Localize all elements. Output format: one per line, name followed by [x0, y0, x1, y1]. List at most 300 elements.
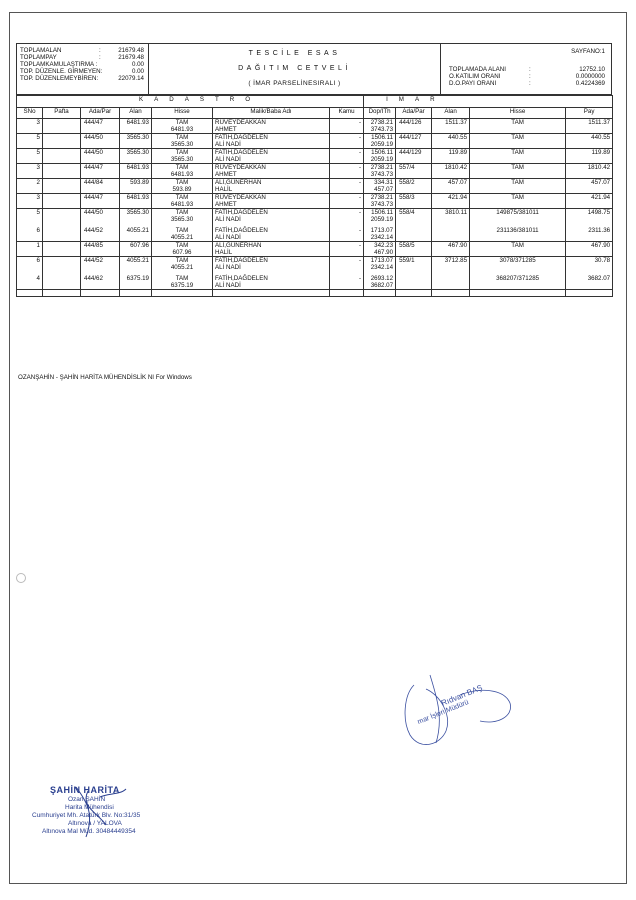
col-imar-alan-header: Alan: [432, 108, 470, 119]
kamu-cell: [330, 119, 364, 134]
kamu-cell: [330, 134, 364, 149]
imar-adapar-value: 559/1: [399, 257, 415, 264]
imar-alan-value: 421.94: [448, 194, 468, 201]
malik-cell-line: RÜVEYDEAKKAN: [215, 164, 266, 171]
kadastro-hisse-cell-line: 6481.93: [170, 171, 194, 178]
kadastro-alan-cell-value: 3565.30: [126, 134, 149, 141]
pay-cell: [566, 134, 613, 149]
pay-value: 1498.75: [587, 209, 611, 216]
kadastro-adapar-cell: [81, 242, 120, 257]
pafta-cell: [43, 242, 81, 257]
kamu-cell-value: -: [359, 134, 362, 141]
sno-cell-value: 3: [36, 164, 40, 171]
imar-alan-value: 1810.42: [444, 164, 468, 171]
empty-cell: [43, 290, 81, 297]
dop-cell-line: 1506.11: [371, 149, 394, 156]
col-kadastro-adapar-header: Ada/Par: [81, 108, 120, 119]
kadastro-adapar-cell-value: 444/85: [84, 242, 103, 249]
summary-value: 0.00: [131, 61, 144, 68]
kadastro-alan-cell-value: 3565.30: [126, 149, 149, 156]
kadastro-hisse-cell-line: 6481.93: [170, 201, 194, 208]
dop-cell-line: 2059.19: [370, 156, 394, 163]
pay-cell: [566, 164, 613, 179]
malik-cell-line: FATİH,DAĞDELEN: [215, 257, 268, 264]
dop-cell-line: 2738.21: [370, 194, 394, 201]
kadastro-hisse-cell-line: 4055.21: [170, 234, 194, 241]
malik-cell-line: AHMET: [215, 171, 237, 178]
malik-cell: [213, 242, 330, 257]
stamp-city: Altınova / YALOVA: [68, 820, 122, 827]
kadastro-adapar-cell-value: 444/47: [84, 194, 103, 201]
summary-colon: :: [99, 47, 101, 54]
imar-adapar-value: 444/129: [399, 149, 422, 156]
imar-hisse-value: TAM: [511, 242, 524, 249]
pafta-cell: [43, 134, 81, 149]
summary-value: 21679.48: [118, 47, 144, 54]
dop-cell-line: 2342.14: [370, 264, 394, 271]
dop-cell-line: 334.31: [374, 179, 394, 186]
stamp-company-name: ŞAHİN HARİTA: [50, 785, 120, 795]
summary-value: 21679.48: [118, 54, 144, 61]
empty-cell: [152, 290, 213, 297]
signature-scribble: [400, 665, 520, 755]
imar-adapar-value: 558/3: [399, 194, 415, 201]
ratio-colon: :: [529, 73, 531, 80]
kadastro-alan-cell: [120, 119, 152, 134]
ratio-label: D.O.PAYI ORANI: [449, 80, 497, 87]
sno-cell-value: 5: [36, 209, 40, 216]
kamu-cell-value: -: [359, 242, 362, 249]
imar-hisse-value: 149875/381011: [496, 209, 539, 216]
summary-label: TOP. DÜZENLEMEYBİREN:: [20, 75, 99, 82]
malik-cell: [213, 164, 330, 179]
imar-alan-cell: [432, 119, 470, 134]
title-dagitim-cetveli: DAĞITIM CETVELİ: [238, 65, 351, 72]
sno-cell-value: 3: [36, 119, 40, 126]
kadastro-hisse-cell-line: TAM: [175, 179, 189, 186]
empty-cell: [566, 290, 613, 297]
sno-cell: [17, 209, 43, 242]
imar-hisse-value: TAM: [511, 134, 524, 141]
kadastro-hisse-cell-line: 4055.21: [170, 264, 194, 271]
stamp-title: Harita Mühendisi: [65, 804, 114, 811]
summary-label: TOP. DÜZENLE. GİRMEYEN:: [20, 68, 103, 75]
imar-hisse-value: 3078/371285: [499, 257, 536, 264]
kadastro-adapar-cell-value: 444/52: [84, 257, 103, 264]
imar-alan-value: 1511.37: [445, 119, 468, 126]
pay-value: 1511.37: [588, 119, 611, 126]
kadastro-hisse-cell-line: TAM: [175, 134, 189, 141]
imar-alan-cell: [432, 209, 470, 242]
malik-cell: [213, 194, 330, 209]
malik-cell-line: RÜVEYDEAKKAN: [215, 194, 266, 201]
kamu-cell-value: -: [359, 227, 362, 234]
imar-adapar-cell: [396, 149, 432, 164]
section-imar: IMAR: [364, 96, 613, 108]
kadastro-hisse-cell-line: TAM: [175, 242, 189, 249]
summary-row: [17, 47, 148, 54]
kadastro-hisse-cell: [152, 149, 213, 164]
empty-cell: [81, 290, 120, 297]
section-kadastro: KADASTRO: [17, 96, 364, 108]
official-signature: [400, 665, 520, 755]
malik-cell-line: AHMET: [215, 201, 237, 208]
dop-cell: [364, 119, 396, 134]
malik-cell-line: ALİ NADİ: [215, 156, 241, 163]
kamu-cell-value: -: [359, 179, 362, 186]
malik-cell-line: ALİ,GÜNERHAN: [215, 242, 262, 249]
kadastro-alan-cell: [120, 209, 152, 242]
dop-cell-line: 2693.12: [370, 275, 394, 282]
malik-cell-line: FATİH,DAĞDELEN: [215, 149, 268, 156]
kamu-cell-value: -: [359, 149, 362, 156]
sno-cell: [17, 119, 43, 134]
kadastro-alan-cell-value: 607.96: [130, 242, 149, 249]
table-row: [17, 194, 613, 209]
kadastro-alan-cell: [120, 242, 152, 257]
dop-cell: [364, 134, 396, 149]
pay-value: 467.90: [591, 242, 611, 249]
kadastro-adapar-cell: [81, 134, 120, 149]
empty-cell: [396, 290, 432, 297]
malik-cell: [213, 179, 330, 194]
imar-hisse-cell: [470, 257, 566, 290]
imar-alan-value: 467.90: [448, 242, 468, 249]
malik-cell-line: FATİH,DAĞDELEN: [215, 227, 268, 234]
empty-cell: [470, 290, 566, 297]
kadastro-adapar-cell-value: 444/50: [84, 209, 103, 216]
kadastro-alan-cell: [120, 257, 152, 290]
ratio-row: [441, 66, 611, 73]
summary-label: TOPLAMALAN: [20, 47, 62, 54]
stamp-address: Cumhuriyet Mh. Atatürk Blv. No:31/35: [32, 812, 141, 819]
malik-cell: [213, 134, 330, 149]
dop-cell-line: 1713.07: [370, 227, 394, 234]
kadastro-hisse-cell: [152, 242, 213, 257]
imar-adapar-cell: [396, 164, 432, 179]
signature-title: mar İşleri Müdürü: [416, 699, 470, 726]
pay-value: 1810.42: [587, 164, 611, 171]
pay-value: 457.07: [591, 179, 611, 186]
stamp-tax-office: Altınova Mal Müd. 30484449354: [42, 828, 136, 835]
imar-alan-cell: [432, 242, 470, 257]
sno-cell-value: 3: [36, 194, 40, 201]
imar-hisse-cell: [470, 179, 566, 194]
malik-cell-line: FATİH,DAĞDELEN: [215, 134, 268, 141]
col-malik-header: Malik/Baba Adı: [213, 108, 330, 119]
kadastro-adapar-cell-value: 444/50: [84, 149, 103, 156]
pay-value: 3682.07: [587, 275, 611, 282]
col-pay-header: Pay: [566, 108, 613, 119]
kadastro-adapar-cell-value: 444/62: [84, 275, 103, 282]
summary-label: TOPLAMPAY: [20, 54, 57, 61]
kamu-cell-value: -: [359, 194, 362, 201]
summary-row: [17, 68, 148, 75]
dop-cell: [364, 179, 396, 194]
ratio-value: 0.0000000: [575, 73, 605, 80]
distribution-table: [16, 95, 613, 297]
imar-hisse-value: TAM: [511, 164, 524, 171]
title-tescile-esas: TESCİLE ESAS: [248, 50, 341, 57]
malik-cell-line: ALİ NADİ: [215, 141, 241, 148]
malik-cell-line: HALİL: [215, 249, 233, 256]
table-row: [17, 134, 613, 149]
imar-hisse-value: 368207/371285: [496, 275, 540, 282]
kadastro-hisse-cell-line: 3565.30: [170, 156, 194, 163]
imar-alan-cell: [432, 179, 470, 194]
imar-alan-value: 3712.85: [444, 257, 468, 264]
kamu-cell: [330, 242, 364, 257]
kamu-cell: [330, 257, 364, 290]
table-row: [17, 209, 613, 242]
software-footer: OZANŞAHİN - ŞAHİN HARİTA MÜHENDİSLİK NI For Windows: [18, 374, 192, 381]
col-kadastro-hisse-header: Hisse: [152, 108, 213, 119]
sno-cell-value: 5: [36, 134, 40, 141]
imar-hisse-cell: [470, 209, 566, 242]
pay-value: 2311.36: [588, 227, 611, 234]
pay-cell: [566, 209, 613, 242]
pay-cell: [566, 179, 613, 194]
empty-cell: [213, 290, 330, 297]
malik-cell: [213, 119, 330, 134]
sno-cell: [17, 257, 43, 290]
pay-value: 119.89: [591, 149, 611, 156]
kamu-cell: [330, 164, 364, 179]
ratio-row: [441, 80, 611, 87]
kadastro-alan-cell-value: 6481.93: [126, 164, 149, 171]
pay-value: 440.55: [591, 134, 611, 141]
malik-cell-line: ALİ NADİ: [215, 216, 241, 223]
imar-hisse-cell: [470, 149, 566, 164]
sno-cell: [17, 134, 43, 149]
kamu-cell-value: -: [359, 275, 362, 282]
kadastro-hisse-cell-line: 607.96: [172, 249, 192, 256]
sno-cell-value: 1: [36, 242, 40, 249]
imar-hisse-cell: [470, 134, 566, 149]
sno-cell: [17, 149, 43, 164]
dop-cell: [364, 257, 396, 290]
ratio-row: [441, 73, 611, 80]
table-row: [17, 149, 613, 164]
kadastro-hisse-cell-line: TAM: [175, 164, 189, 171]
summary-value: 0.00: [131, 68, 144, 75]
kamu-cell: [330, 194, 364, 209]
imar-alan-cell: [432, 134, 470, 149]
malik-cell-line: ALİ NADİ: [215, 264, 241, 271]
column-header-row: [17, 108, 613, 119]
ratio-label: TOPLAMADA ALANI: [449, 66, 506, 73]
malik-cell-line: AHMET: [215, 126, 237, 133]
kamu-cell-value: -: [359, 164, 362, 171]
ratio-colon: :: [529, 80, 531, 87]
kadastro-hisse-cell: [152, 194, 213, 209]
sno-cell-value: 4: [36, 275, 40, 282]
kadastro-hisse-cell-line: 6481.93: [170, 126, 194, 133]
kadastro-hisse-cell-line: TAM: [175, 194, 189, 201]
kadastro-adapar-cell: [81, 209, 120, 242]
document-header: [16, 43, 612, 95]
kadastro-hisse-cell-line: TAM: [175, 149, 189, 156]
kadastro-hisse-cell-line: TAM: [175, 209, 189, 216]
kadastro-adapar-cell: [81, 119, 120, 134]
imar-hisse-value: 231136/381011: [496, 227, 539, 234]
dop-cell-line: 467.90: [374, 249, 394, 256]
sno-cell-value: 6: [36, 257, 40, 264]
imar-alan-cell: [432, 164, 470, 179]
malik-cell-line: HALİL: [215, 186, 233, 193]
dop-cell-line: 3682.07: [370, 282, 394, 289]
sno-cell: [17, 164, 43, 179]
malik-cell: [213, 209, 330, 242]
kadastro-hisse-cell-line: TAM: [175, 275, 189, 282]
pay-cell: [566, 257, 613, 290]
kadastro-hisse-cell-line: 6375.19: [170, 282, 194, 289]
ratio-value: 0.4224369: [575, 80, 605, 87]
summary-totals: [17, 44, 149, 94]
imar-alan-value: 3810.11: [445, 209, 468, 216]
pafta-cell: [43, 179, 81, 194]
kamu-cell-value: -: [359, 209, 362, 216]
imar-adapar-value: 557/4: [399, 164, 415, 171]
pay-value: 30.78: [594, 257, 611, 264]
dop-cell: [364, 242, 396, 257]
malik-cell: [213, 257, 330, 290]
imar-adapar-value: 558/4: [399, 209, 415, 216]
malik-cell-line: FATİH,DAĞDELEN: [215, 275, 268, 282]
pay-cell: [566, 242, 613, 257]
dop-cell-line: 1506.11: [371, 209, 394, 216]
kadastro-hisse-cell: [152, 209, 213, 242]
dop-cell-line: 1713.07: [370, 257, 394, 264]
imar-hisse-cell: [470, 194, 566, 209]
kamu-cell-value: -: [359, 119, 362, 126]
col-dop-header: Dop/ITh: [364, 108, 396, 119]
kadastro-hisse-cell-line: TAM: [175, 119, 189, 126]
kadastro-adapar-cell-value: 444/52: [84, 227, 103, 234]
col-kadastro-alan-header: Alan: [120, 108, 152, 119]
pafta-cell: [43, 194, 81, 209]
dop-cell: [364, 209, 396, 242]
empty-cell: [17, 290, 43, 297]
kadastro-hisse-cell-line: TAM: [175, 257, 189, 264]
title-imar-parseline-sirali: ( İMAR PARSELİNESIRALI ): [248, 80, 341, 87]
punch-hole-mark: [16, 573, 26, 583]
dop-cell-line: 3743.73: [370, 126, 394, 133]
sno-cell: [17, 179, 43, 194]
summary-row: [17, 61, 148, 68]
kadastro-hisse-cell-line: 593.89: [172, 186, 192, 193]
kadastro-alan-cell-value: 6481.93: [126, 119, 149, 126]
sno-cell-value: 5: [36, 149, 40, 156]
kadastro-alan-cell: [120, 179, 152, 194]
imar-alan-value: 119.89: [448, 149, 468, 156]
dop-cell-line: 457.07: [374, 186, 394, 193]
kadastro-alan-cell-value: 6375.19: [126, 275, 149, 282]
malik-cell-line: ALİ NADİ: [215, 282, 241, 289]
sno-cell: [17, 194, 43, 209]
kadastro-hisse-cell-line: TAM: [175, 227, 189, 234]
ratio-value: 12752.10: [579, 66, 605, 73]
kamu-cell: [330, 149, 364, 164]
imar-adapar-value: 558/5: [399, 242, 415, 249]
kamu-cell-value: -: [359, 257, 362, 264]
ratio-label: O.KATILIM ORANI: [449, 73, 501, 80]
ratio-colon: :: [529, 66, 531, 73]
kadastro-alan-cell: [120, 149, 152, 164]
imar-hisse-value: TAM: [511, 194, 524, 201]
kadastro-adapar-cell-value: 444/84: [84, 179, 103, 186]
dop-cell-line: 2738.21: [370, 119, 394, 126]
dop-cell-line: 2342.14: [370, 234, 394, 241]
imar-alan-value: 440.55: [448, 134, 468, 141]
malik-cell-line: ALİ,GÜNERHAN: [215, 179, 262, 186]
kadastro-alan-cell: [120, 194, 152, 209]
kadastro-adapar-cell-value: 444/47: [84, 164, 103, 171]
pay-value: 421.94: [591, 194, 611, 201]
imar-hisse-cell: [470, 164, 566, 179]
imar-hisse-cell: [470, 119, 566, 134]
pafta-cell: [43, 149, 81, 164]
imar-alan-cell: [432, 257, 470, 290]
imar-adapar-cell: [396, 119, 432, 134]
kadastro-hisse-cell: [152, 257, 213, 290]
col-imar-adapar-header: Ada/Par: [396, 108, 432, 119]
dop-cell: [364, 194, 396, 209]
pafta-cell: [43, 257, 81, 290]
kadastro-hisse-cell: [152, 179, 213, 194]
summary-value: 22079.14: [118, 75, 144, 82]
table-row: [17, 179, 613, 194]
section-header-row: [17, 96, 613, 108]
kamu-cell: [330, 179, 364, 194]
pay-cell: [566, 149, 613, 164]
sno-cell-value: 6: [36, 227, 40, 234]
imar-alan-cell: [432, 149, 470, 164]
kadastro-adapar-cell: [81, 257, 120, 290]
col-kamu-header: Kamu: [330, 108, 364, 119]
kadastro-hisse-cell: [152, 164, 213, 179]
pafta-cell: [43, 119, 81, 134]
dop-cell-line: 2738.21: [370, 164, 394, 171]
imar-adapar-value: 444/126: [399, 119, 422, 126]
malik-cell: [213, 149, 330, 164]
imar-adapar-value: 444/127: [399, 134, 422, 141]
sno-cell: [17, 242, 43, 257]
imar-hisse-cell: [470, 242, 566, 257]
imar-adapar-cell: [396, 179, 432, 194]
company-stamp: [28, 785, 178, 845]
imar-hisse-value: TAM: [511, 149, 524, 156]
stamp-person-name: Ozan ŞAHİN: [68, 796, 106, 803]
kadastro-adapar-cell-value: 444/47: [84, 119, 103, 126]
summary-row: [17, 75, 148, 82]
imar-hisse-value: TAM: [511, 179, 524, 186]
signature-name: Rıdvan BAŞ: [439, 683, 484, 708]
pay-cell: [566, 119, 613, 134]
summary-row: [17, 54, 148, 61]
pay-cell: [566, 194, 613, 209]
stamp-signature-scribble: [28, 785, 178, 845]
dop-cell-line: 1506.11: [371, 134, 394, 141]
col-imar-hisse-header: Hisse: [470, 108, 566, 119]
col-sno-header: SNo: [17, 108, 43, 119]
imar-adapar-cell: [396, 194, 432, 209]
dop-cell-line: 3743.73: [370, 201, 394, 208]
page-number: SAYFANO:1: [571, 48, 605, 55]
sno-cell-value: 2: [36, 179, 40, 186]
kadastro-hisse-cell: [152, 134, 213, 149]
table-empty-row: [17, 290, 613, 297]
